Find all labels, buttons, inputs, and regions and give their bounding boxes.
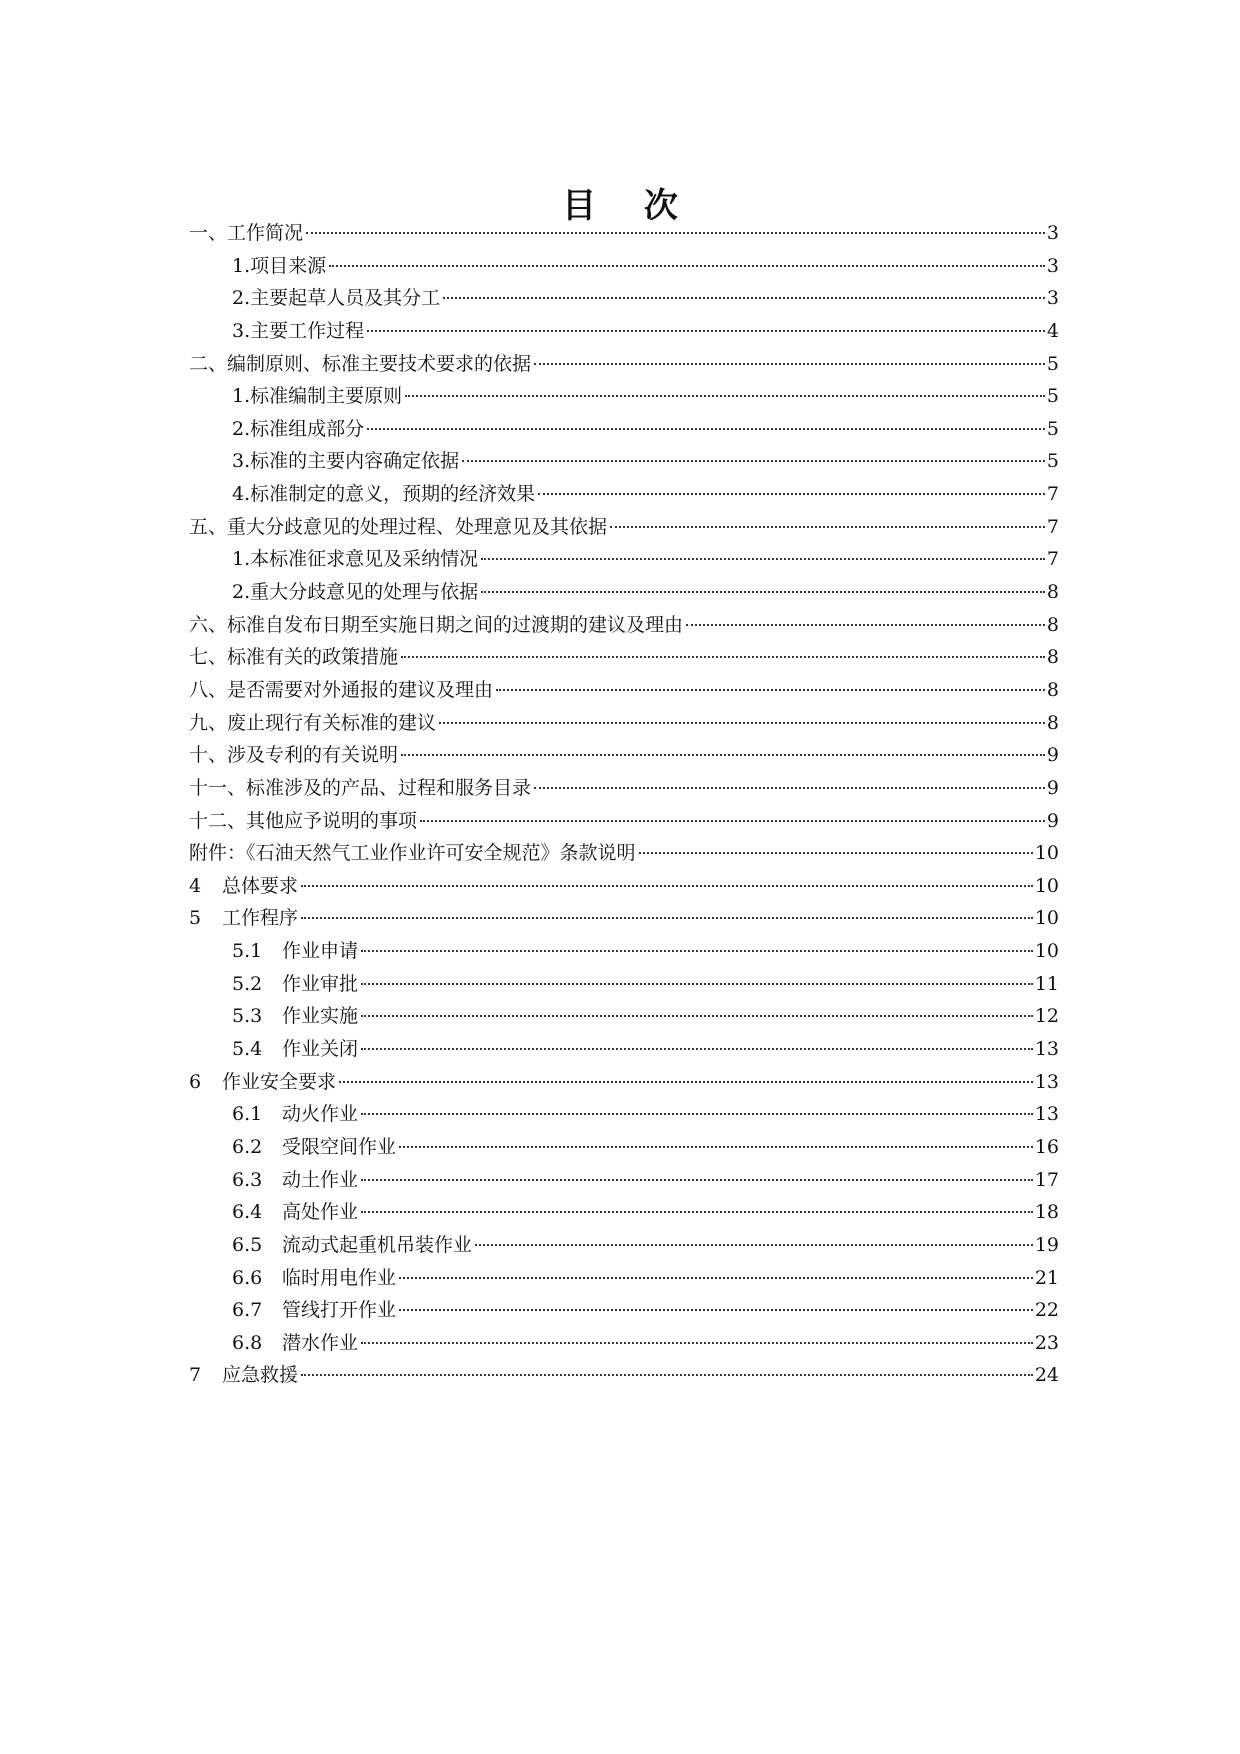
toc-entry-page-number: 8 [1046, 646, 1059, 669]
toc-entry-label: 临时用电作业 [282, 1266, 397, 1289]
toc-entry-number: 6.3 [232, 1168, 263, 1191]
toc-entry-number: 5.2 [232, 972, 263, 995]
toc-entry-page-number: 10 [1034, 940, 1059, 963]
dot-leader [361, 1342, 1033, 1344]
toc-entry-label: 2.重大分歧意见的处理与依据 [232, 581, 479, 604]
toc-entry[interactable] [189, 315, 1059, 348]
toc-entry[interactable] [189, 1131, 1059, 1164]
dot-leader [462, 460, 1045, 462]
toc-entry-page-number: 11 [1034, 972, 1059, 995]
toc-entry-page-number: 23 [1034, 1331, 1059, 1354]
toc-entry-label: 六、标准自发布日期至实施日期之间的过渡期的建议及理由 [189, 613, 684, 636]
dot-leader [339, 1081, 1033, 1083]
toc-entry-page-number: 10 [1034, 842, 1059, 865]
toc-entry[interactable] [189, 1229, 1059, 1262]
toc-entry-number: 6.2 [232, 1135, 263, 1158]
toc-title: 目 次 [562, 185, 696, 226]
toc-entry-page-number: 18 [1034, 1201, 1059, 1224]
toc-entry-page-number: 8 [1046, 711, 1059, 734]
toc-entry[interactable] [189, 576, 1059, 609]
dot-leader [475, 1244, 1033, 1246]
toc-entry-label: 五、重大分歧意见的处理过程、处理意见及其依据 [189, 515, 608, 538]
toc-entry-page-number: 10 [1034, 907, 1059, 930]
toc-entry[interactable] [189, 739, 1059, 772]
toc-entry-page-number: 9 [1046, 809, 1059, 832]
toc-entry-page-number: 22 [1034, 1299, 1059, 1322]
toc-entry-label: 高处作业 [282, 1201, 359, 1224]
toc-entry-label: 流动式起重机吊装作业 [282, 1233, 473, 1256]
toc-entry-label: 管线打开作业 [282, 1299, 397, 1322]
toc-entry[interactable] [189, 609, 1059, 642]
toc-entry-label: 应急救援 [222, 1364, 299, 1387]
toc-entry-label: 八、是否需要对外通报的建议及理由 [189, 678, 494, 701]
toc-entry[interactable] [189, 413, 1059, 446]
toc-entry-label: 动火作业 [282, 1103, 359, 1126]
toc-entry-label: 七、标准有关的政策措施 [189, 646, 399, 669]
toc-entry-number: 6.4 [232, 1201, 263, 1224]
toc-entry-number: 6.5 [232, 1233, 263, 1256]
toc-entry-label: 3.主要工作过程 [232, 319, 365, 342]
toc-entry[interactable] [189, 674, 1059, 707]
toc-entry-number: 6.1 [232, 1103, 263, 1126]
toc-entry[interactable] [189, 1294, 1059, 1327]
toc-entry-label: 动土作业 [282, 1168, 359, 1191]
dot-leader [361, 1015, 1033, 1017]
toc-entry-label: 受限空间作业 [282, 1135, 397, 1158]
toc-entry[interactable] [189, 380, 1059, 413]
dot-leader [405, 395, 1045, 397]
toc-entry-number: 5.3 [232, 1005, 263, 1028]
toc-entry-page-number: 5 [1046, 385, 1059, 408]
dot-leader [443, 297, 1045, 299]
dot-leader [534, 787, 1045, 789]
toc-entry-label: 1.项目来源 [232, 254, 327, 277]
toc-entry-page-number: 3 [1046, 222, 1059, 244]
toc-entry[interactable] [189, 837, 1059, 870]
toc-entry-label: 工作程序 [222, 907, 299, 930]
toc-entry-label: 3.标准的主要内容确定依据 [232, 450, 460, 473]
toc-entry-page-number: 10 [1034, 874, 1059, 897]
toc-entry-number: 4 [189, 874, 202, 897]
toc-entry-label: 潜水作业 [282, 1331, 359, 1354]
toc-entry-label: 总体要求 [222, 874, 299, 897]
dot-leader [367, 428, 1045, 430]
toc-entry[interactable] [189, 543, 1059, 576]
toc-entry-label: 1.本标准征求意见及采纳情况 [232, 548, 479, 571]
toc-entry-page-number: 13 [1034, 1038, 1059, 1061]
toc-entry-label: 2.标准组成部分 [232, 417, 365, 440]
toc-entry-label: 二、编制原则、标准主要技术要求的依据 [189, 352, 532, 375]
dot-leader [401, 754, 1045, 756]
toc-entry-page-number: 3 [1046, 287, 1059, 310]
toc-entry[interactable] [189, 511, 1059, 544]
dot-leader [481, 558, 1045, 560]
dot-leader [301, 1374, 1033, 1376]
toc-entry[interactable] [189, 1164, 1059, 1197]
dot-leader [367, 330, 1045, 332]
toc-entry[interactable] [189, 1033, 1059, 1066]
dot-leader [301, 885, 1033, 887]
toc-entry-page-number: 24 [1034, 1364, 1059, 1387]
toc-entry-number: 5.4 [232, 1038, 263, 1061]
dot-leader [361, 1048, 1033, 1050]
toc-entry[interactable] [189, 1359, 1059, 1392]
toc-entry[interactable] [189, 902, 1059, 935]
toc-entry-page-number: 8 [1046, 678, 1059, 701]
toc-entry-page-number: 9 [1046, 744, 1059, 767]
dot-leader [361, 983, 1033, 985]
toc-entry[interactable] [189, 217, 1059, 250]
toc-entry[interactable] [189, 805, 1059, 838]
toc-entry-page-number: 12 [1034, 1005, 1059, 1028]
dot-leader [399, 1277, 1033, 1279]
toc-entry-page-number: 19 [1034, 1233, 1059, 1256]
toc-list [189, 217, 1059, 1392]
dot-leader [306, 232, 1045, 234]
toc-entry-page-number: 8 [1046, 581, 1059, 604]
toc-entry[interactable] [189, 870, 1059, 903]
dot-leader [361, 1211, 1033, 1213]
toc-entry-label: 作业实施 [282, 1005, 359, 1028]
toc-entry-page-number: 21 [1034, 1266, 1059, 1289]
dot-leader [610, 526, 1045, 528]
toc-entry-label: 2.主要起草人员及其分工 [232, 287, 441, 310]
dot-leader [399, 1146, 1033, 1148]
toc-entry-page-number: 4 [1046, 319, 1059, 342]
toc-entry[interactable] [189, 1196, 1059, 1229]
toc-entry-number: 6.8 [232, 1331, 263, 1354]
toc-entry[interactable] [189, 478, 1059, 511]
toc-entry-label: 一、工作简况 [189, 222, 304, 244]
toc-entry[interactable] [189, 1262, 1059, 1295]
toc-entry[interactable] [189, 1327, 1059, 1360]
dot-leader [496, 689, 1045, 691]
toc-entry-number: 5 [189, 907, 202, 930]
toc-entry-label: 作业申请 [282, 940, 359, 963]
toc-entry[interactable] [189, 282, 1059, 315]
toc-entry-page-number: 16 [1034, 1135, 1059, 1158]
toc-entry-label: 作业关闭 [282, 1038, 359, 1061]
toc-entry[interactable] [189, 772, 1059, 805]
toc-entry[interactable] [189, 1066, 1059, 1099]
toc-entry-label: 作业安全要求 [222, 1070, 337, 1093]
toc-entry-page-number: 5 [1046, 352, 1059, 375]
toc-entry[interactable] [189, 1098, 1059, 1131]
toc-entry-page-number: 7 [1046, 515, 1059, 538]
dot-leader [401, 656, 1045, 658]
dot-leader [420, 820, 1045, 822]
toc-entry[interactable] [189, 250, 1059, 283]
toc-entry-number: 5.1 [232, 940, 263, 963]
toc-entry-page-number: 7 [1046, 548, 1059, 571]
dot-leader [639, 852, 1033, 854]
toc-entry-label: 十二、其他应予说明的事项 [189, 809, 418, 832]
toc-entry-page-number: 3 [1046, 254, 1059, 277]
toc-entry-number: 6.6 [232, 1266, 263, 1289]
toc-entry-number: 7 [189, 1364, 202, 1387]
toc-entry-label: 十一、标准涉及的产品、过程和服务目录 [189, 776, 532, 799]
dot-leader [361, 1179, 1033, 1181]
toc-entry-page-number: 13 [1034, 1070, 1059, 1093]
toc-entry-page-number: 13 [1034, 1103, 1059, 1126]
dot-leader [686, 624, 1045, 626]
toc-entry-label: 九、废止现行有关标准的建议 [189, 711, 437, 734]
toc-entry-page-number: 7 [1046, 483, 1059, 506]
toc-entry-label: 十、涉及专利的有关说明 [189, 744, 399, 767]
toc-entry[interactable] [189, 348, 1059, 381]
toc-entry[interactable] [189, 935, 1059, 968]
toc-entry-page-number: 17 [1034, 1168, 1059, 1191]
dot-leader [439, 722, 1045, 724]
dot-leader [361, 950, 1033, 952]
toc-entry-label: 作业审批 [282, 972, 359, 995]
toc-entry-label: 1.标准编制主要原则 [232, 385, 403, 408]
toc-entry-page-number: 5 [1046, 450, 1059, 473]
dot-leader [329, 265, 1045, 267]
toc-entry[interactable] [189, 707, 1059, 740]
dot-leader [538, 493, 1045, 495]
toc-entry[interactable] [189, 641, 1059, 674]
toc-entry-page-number: 8 [1046, 613, 1059, 636]
dot-leader [481, 591, 1045, 593]
toc-entry[interactable] [189, 968, 1059, 1001]
toc-entry-label: 4.标准制定的意义，预期的经济效果 [232, 483, 536, 506]
dot-leader [534, 363, 1045, 365]
toc-entry-page-number: 5 [1046, 417, 1059, 440]
toc-entry[interactable] [189, 1000, 1059, 1033]
toc-entry-number: 6.7 [232, 1299, 263, 1322]
toc-entry-page-number: 9 [1046, 776, 1059, 799]
dot-leader [361, 1113, 1033, 1115]
toc-entry-label: 附件：《石油天然气工业作业许可安全规范》条款说明 [189, 842, 636, 865]
dot-leader [399, 1309, 1033, 1311]
toc-entry[interactable] [189, 445, 1059, 478]
toc-entry-number: 6 [189, 1070, 202, 1093]
dot-leader [301, 917, 1033, 919]
